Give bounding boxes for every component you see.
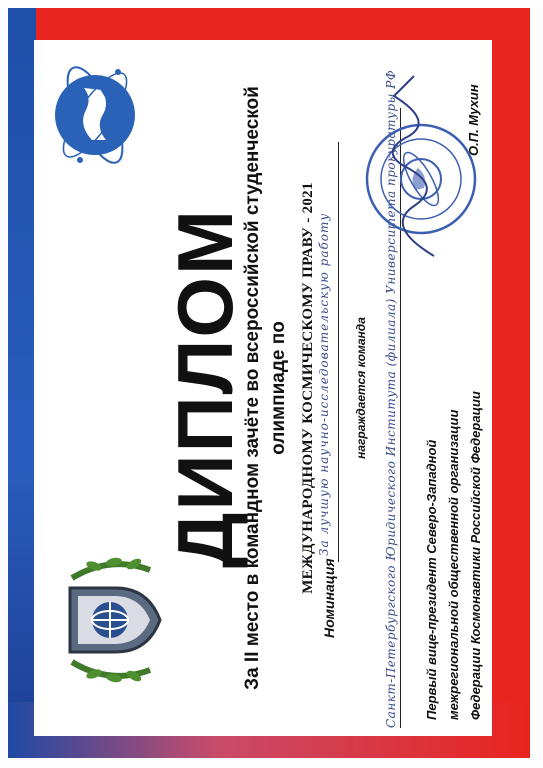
awarded-label: награждается команда bbox=[354, 317, 368, 459]
signature-icon bbox=[374, 66, 454, 266]
globe-orbit-logo-icon bbox=[40, 60, 150, 170]
award-line-1: За II место в командном зачёте во всероссийской студенческой bbox=[242, 86, 263, 690]
award-line-2: олимпиаде по bbox=[268, 321, 289, 455]
signatory-name: О.П. Мухин bbox=[466, 84, 481, 156]
team-name: Санкт-Петербургского Юридического Института (филиала) Университета прокуратуры РФ bbox=[384, 69, 398, 728]
border-blue bbox=[8, 8, 36, 758]
nomination-value: За лучшую научно-исследовательскую работу bbox=[317, 212, 331, 556]
signatory-line-1: Первый вице-президент Северо-Западной bbox=[424, 439, 439, 720]
diploma-title: ДИПЛОМ bbox=[161, 207, 249, 569]
olympiad-name: МЕЖДУНАРОДНОМУ КОСМИЧЕСКОМУ ПРАВУ - 2021 bbox=[300, 182, 316, 594]
laurel-shield-emblem-icon bbox=[50, 550, 170, 690]
rotated-content bbox=[34, 40, 492, 736]
signatory-line-3: Федерации Космонавтики Российской Федерации bbox=[468, 391, 483, 720]
signatory-line-2: межрегиональной общественной организации bbox=[446, 409, 461, 720]
nomination-underline bbox=[338, 142, 339, 562]
nomination-label: Номинация bbox=[321, 558, 337, 638]
